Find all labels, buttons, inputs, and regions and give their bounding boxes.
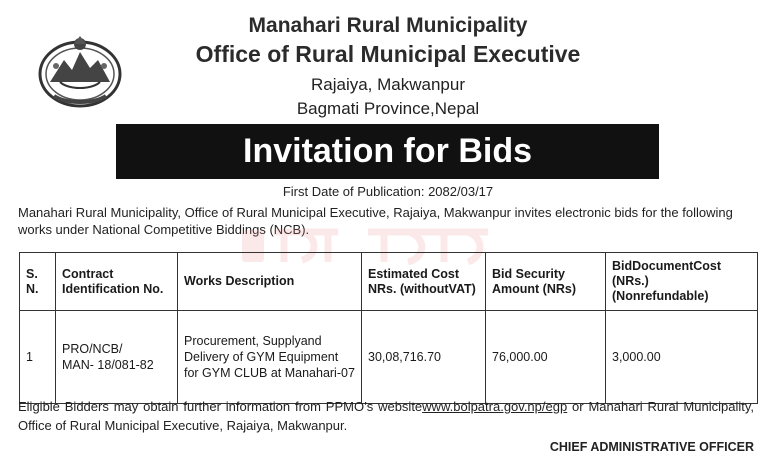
- col-header-contract-id: Contract Identification No.: [56, 253, 178, 311]
- col-header-estimated-cost: Estimated Cost NRs. (withoutVAT): [362, 253, 486, 311]
- col-header-works-description: Works Description: [178, 253, 362, 311]
- notice-title-banner: Invitation for Bids: [116, 124, 659, 179]
- publication-date: First Date of Publication: 2082/03/17: [282, 184, 494, 199]
- col-header-bid-security: Bid Security Amount (NRs): [486, 253, 606, 311]
- bolpatra-link[interactable]: www.bolpatra.gov.np/egp: [422, 399, 568, 414]
- table-row: [20, 311, 758, 404]
- col-header-sn: S. N.: [20, 253, 56, 311]
- footer-text-after: or Manahari Rural Municipality, Office of Rural Municipal Executive, Rajaiya, Makwanpur.: [18, 399, 754, 433]
- intro-paragraph: Manahari Rural Municipality, Office of Rural Municipal Executive, Rajaiya, Makwanpur invites electronic bids for the following works under National Competitive Biddings (NCB).: [18, 205, 733, 237]
- office-location: Rajaiya, Makwanpur: [310, 75, 465, 94]
- office-name: Office of Rural Municipal Executive: [195, 41, 581, 67]
- cell-bid-security: 76,000.00: [486, 311, 606, 404]
- cell-works-description: Procurement, Supplyand Delivery of GYM Equipment for GYM CLUB at Manahari-07: [178, 311, 362, 404]
- footer-text-before: Eligible Bidders may obtain further information from PPMO’s website: [18, 399, 423, 414]
- bids-table: [19, 252, 758, 404]
- cell-contract-id: PRO/NCB/ MAN- 18/081-82: [56, 311, 178, 404]
- footer-paragraph: [18, 397, 754, 435]
- cell-estimated-cost: 30,08,716.70: [362, 311, 486, 404]
- table-header-row: [20, 253, 758, 311]
- office-province: Bagmati Province,Nepal: [296, 99, 480, 118]
- cell-doc-cost: 3,000.00: [606, 311, 758, 404]
- col-header-doc-cost: BidDocumentCost (NRs.) (Nonrefundable): [606, 253, 758, 311]
- cell-sn: 1: [20, 311, 56, 404]
- municipality-name: Manahari Rural Municipality: [248, 14, 528, 37]
- signature-title: CHIEF ADMINISTRATIVE OFFICER: [549, 440, 754, 454]
